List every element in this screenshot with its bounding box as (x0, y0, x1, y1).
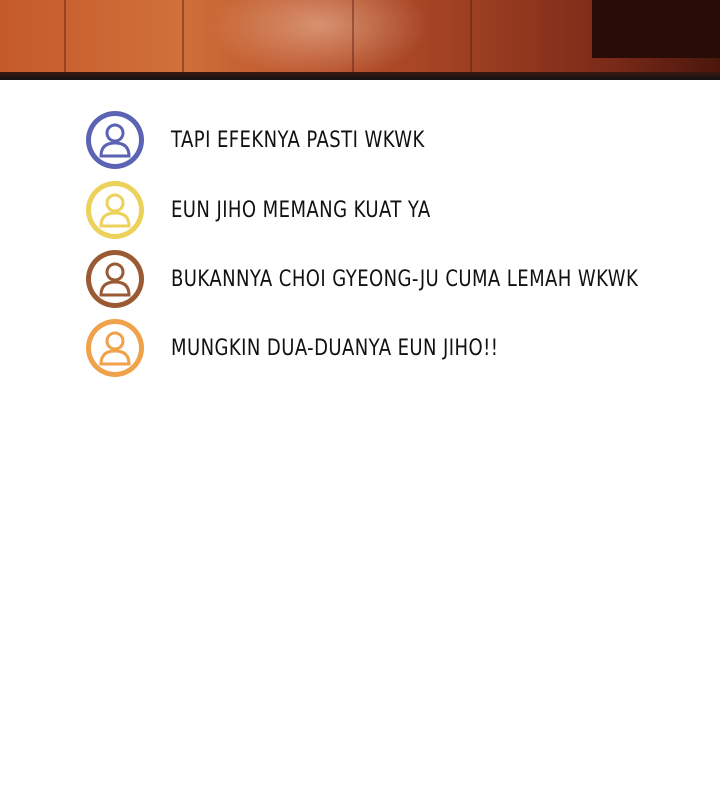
avatar (86, 250, 144, 308)
comment-text: BUKANNYA CHOI GYEONG-JU CUMA LEMAH WKWK (171, 266, 639, 292)
panel-divider (470, 0, 472, 72)
user-icon (91, 255, 139, 303)
comment-item (86, 179, 686, 241)
comment-text: MUNGKIN DUA-DUANYA EUN JIHO!! (171, 335, 499, 361)
avatar (86, 181, 144, 239)
user-icon (91, 116, 139, 164)
comment-item (86, 248, 686, 310)
dark-shadow-area (592, 0, 720, 58)
avatar (86, 319, 144, 377)
user-icon (91, 324, 139, 372)
panel-divider (352, 0, 354, 72)
comment-text: TAPI EFEKNYA PASTI WKWK (171, 127, 425, 153)
comment-item (86, 109, 686, 171)
user-icon (91, 186, 139, 234)
comment-text: EUN JIHO MEMANG KUAT YA (171, 197, 431, 223)
image-bottom-edge (0, 72, 720, 80)
light-glow (210, 0, 430, 80)
top-image-strip (0, 0, 720, 80)
panel-divider (64, 0, 66, 72)
avatar (86, 111, 144, 169)
comment-item (86, 317, 686, 379)
panel-divider (182, 0, 184, 72)
